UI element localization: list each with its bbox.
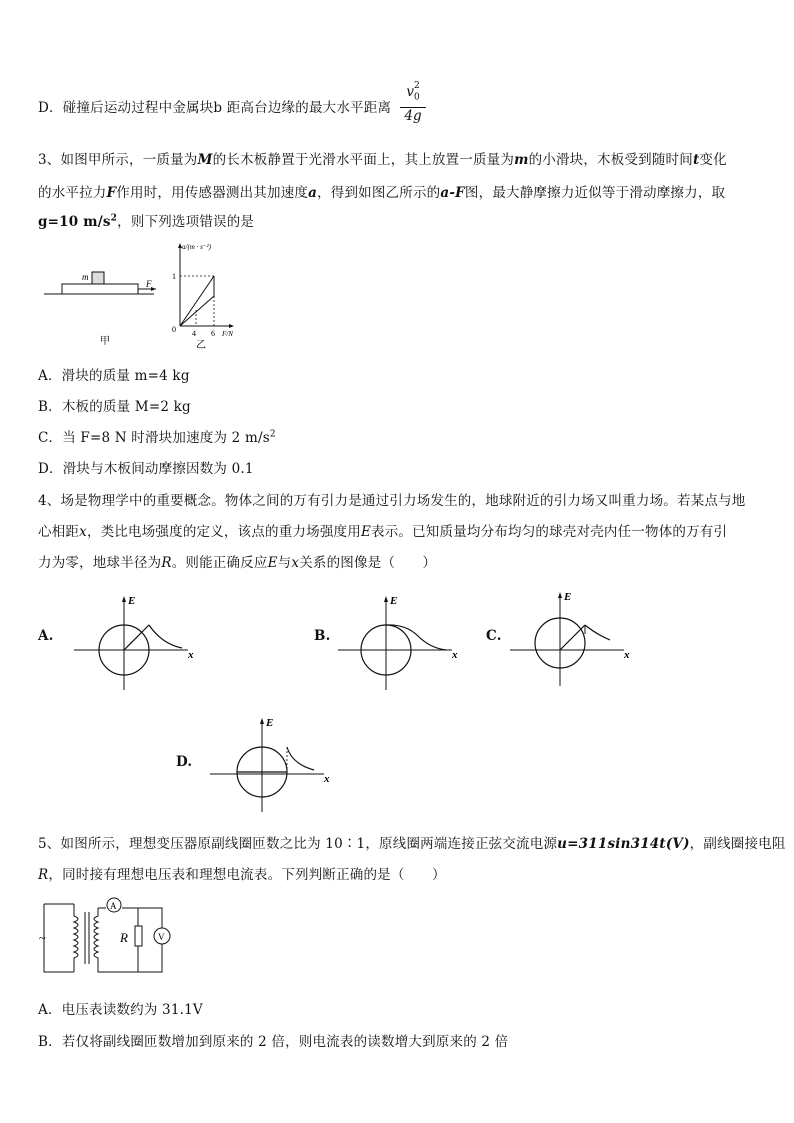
x-label: x	[624, 649, 630, 661]
tick-x-6: 6	[211, 329, 215, 338]
x-arrow-icon	[229, 324, 234, 328]
decay-curve	[386, 625, 446, 650]
q4-line-3: 力为零，地球半径为R。则能正确反应E与x关系的图像是（ ）	[38, 555, 437, 571]
x-label: x	[324, 773, 330, 785]
e-label: E	[390, 595, 398, 607]
caption-yi: 乙	[196, 340, 206, 350]
e-label: E	[564, 591, 572, 603]
board	[62, 284, 138, 294]
q3-line-1: 3、如图甲所示，一质量为M的长木板静置于光滑水平面上，其上放置一质量为m的小滑块，木板受到随时间t变化	[38, 152, 727, 168]
primary-coil	[74, 904, 78, 972]
e-label: E	[128, 595, 136, 607]
tick-origin: 0	[172, 325, 176, 334]
e-arrow-icon	[558, 592, 562, 598]
q3-option-d: D．滑块与木板间动摩擦因数为 0.1	[38, 461, 254, 477]
q4-label-c: C.	[486, 628, 502, 644]
q3-figure-yi	[166, 240, 246, 350]
q3-option-c: C．当 F=8 N 时滑块加速度为 2 $m/s^2$	[38, 429, 276, 446]
q2-option-d-text: D．碰撞后运动过程中金属块b 距高台边缘的最大水平距离	[38, 100, 392, 116]
e-arrow-icon	[260, 718, 264, 724]
x-axis-label: F/N	[222, 330, 233, 338]
q4-label-a: A.	[38, 628, 54, 644]
q5-option-a: A．电压表读数约为 31.1V	[38, 1002, 203, 1018]
q4-graph-a	[70, 592, 200, 692]
q2-option-d	[38, 96, 391, 116]
q3-line-2: 的水平拉力F作用时，用传感器测出其加速度a，得到如图乙所示的a-F图，最大静摩擦力近似等于滑动摩擦力，取	[38, 185, 726, 201]
q5-line-2: R，同时接有理想电压表和理想电流表。下列判断正确的是（ ）	[38, 867, 446, 883]
decay-curve	[149, 625, 182, 648]
q4-graph-b	[334, 592, 464, 692]
q3-figure-jia	[40, 262, 160, 348]
secondary-loop	[98, 908, 162, 972]
q3-line-3: g=10 $m/s^2$，则下列选项错误的是	[38, 213, 255, 230]
y-axis-label: a/(m · s⁻²)	[182, 243, 211, 251]
q4-line-2: 心相距x，类比电场强度的定义，该点的重力场强度用E表示。已知质量均分布均匀的球壳对壳内任一物体的万有引	[38, 524, 728, 540]
q2-fraction-denominator: 4g	[404, 107, 422, 124]
q4-graph-d	[206, 714, 336, 814]
caption-jia: 甲	[100, 336, 110, 347]
force-label: F	[146, 279, 152, 289]
resistor-label: R	[120, 930, 128, 945]
q5-circuit	[36, 894, 182, 980]
q4-label-b: B.	[314, 628, 331, 644]
e-arrow-icon	[122, 596, 126, 602]
x-label: x	[188, 649, 194, 661]
voltmeter-label: V	[158, 932, 165, 942]
q4-label-d: D.	[176, 754, 193, 770]
block-label: m	[82, 272, 89, 282]
ammeter-label: A	[110, 901, 117, 911]
linear-part	[560, 625, 585, 650]
q4-graph-c	[506, 588, 636, 688]
q2-fraction-numerator: $v_0$ 2	[400, 84, 426, 108]
primary-loop	[44, 904, 74, 972]
decay-curve	[585, 625, 610, 640]
decay-curve	[287, 747, 314, 770]
tick-y-1: 1	[172, 272, 176, 281]
block-m	[92, 272, 104, 284]
q5-line-1: 5、如图所示，理想变压器原副线圈匝数之比为 10∶1，原线圈两端连接正弦交流电源u=311sin314t(V)，副线圈接电阻	[38, 836, 786, 852]
q4-line-1: 4、场是物理学中的重要概念。物体之间的万有引力是通过引力场发生的，地球附近的引力场又叫重力场。若某点与地	[38, 493, 746, 509]
q5-option-b: B．若仅将副线圈匝数增加到原来的 2 倍，则电流表的读数增大到原来的 2 倍	[38, 1034, 509, 1050]
resistor	[135, 926, 142, 946]
tick-x-4: 4	[192, 329, 196, 338]
force-arrowhead-icon	[151, 287, 156, 291]
ac-source-icon: ~	[39, 931, 46, 945]
secondary-coil	[94, 908, 98, 968]
q3-option-a: A．滑块的质量 m=4 kg	[38, 368, 190, 384]
x-label: x	[452, 649, 458, 661]
q3-option-b: B．木板的质量 M=2 kg	[38, 399, 191, 415]
e-label: E	[266, 717, 274, 729]
e-arrow-icon	[384, 596, 388, 602]
q2-fraction	[400, 81, 426, 124]
